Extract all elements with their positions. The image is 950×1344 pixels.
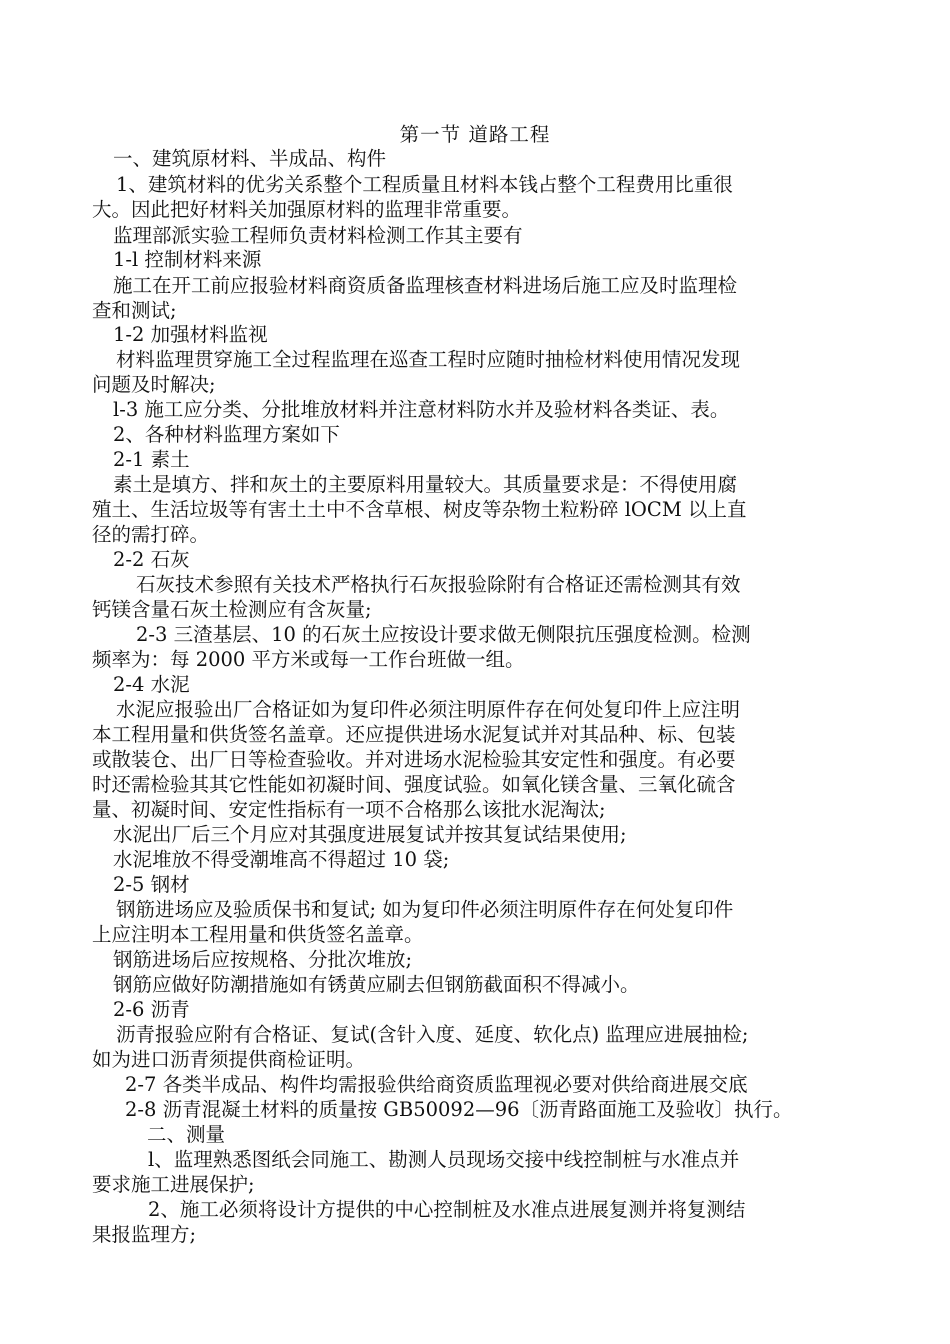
paragraph-line: 问题及时解决;: [92, 373, 216, 396]
paragraph-line: 钙镁含量石灰土检测应有含灰量;: [92, 598, 372, 621]
paragraph-line: 沥青报验应附有合格证、复试(含针入度、延度、软化点) 监理应进展抽检;: [116, 1023, 749, 1046]
paragraph-line: 量、初凝时间、安定性指标有一项不合格那么该批水泥淘汰;: [92, 798, 606, 821]
paragraph-line: 或散装仓、出厂日等检查验收。并对进场水泥检验其安定性和强度。有必要: [92, 748, 736, 771]
paragraph-line: 材料监理贯穿施工全过程监理在巡查工程时应随时抽检材料使用情况发现: [116, 348, 741, 371]
paragraph-line: 1、建筑材料的优劣关系整个工程质量且材料本钱占整个工程费用比重很: [116, 173, 733, 196]
paragraph-line: l、监理熟悉图纸会同施工、勘测人员现场交接中线控制桩与水准点并: [148, 1148, 740, 1171]
subheading: 2-2 石灰: [113, 548, 190, 571]
paragraph-line: 钢筋进场后应按规格、分批次堆放;: [113, 948, 413, 971]
paragraph-line: 查和测试;: [92, 299, 177, 322]
paragraph-line: 2-8 沥青混凝土材料的质量按 GB50092—96〔沥青路面施工及验收〕执行。: [125, 1098, 793, 1121]
subheading: 2-4 水泥: [113, 673, 190, 696]
paragraph-line: 2-3 三渣基层、10 的石灰土应按设计要求做无侧限抗压强度检测。检测: [136, 623, 751, 646]
subheading: 1-l 控制材料来源: [113, 248, 262, 271]
paragraph-line: 殖土、生活垃圾等有害土土中不含草根、树皮等杂物土粒粉碎 lOCM 以上直: [92, 498, 747, 521]
paragraph-line: 2-7 各类半成品、构件均需报验供给商资质监理视必要对供给商进展交底: [125, 1073, 748, 1096]
paragraph-line: 水泥堆放不得受潮堆高不得超过 10 袋;: [113, 848, 450, 871]
heading-materials: 一、建筑原材料、半成品、构件: [113, 147, 387, 170]
paragraph-line: 素土是填方、拌和灰土的主要原料用量较大。其质量要求是：不得使用腐: [113, 473, 738, 496]
paragraph-line: 果报监理方;: [92, 1223, 197, 1246]
section-title: 第一节 道路工程: [399, 123, 551, 146]
paragraph-line: 2、施工必须将设计方提供的中心控制桩及水准点进展复测并将复测结: [148, 1198, 746, 1221]
paragraph-line: 大。因此把好材料关加强原材料的监理非常重要。: [92, 198, 522, 221]
paragraph-line: 施工在开工前应报验材料商资质备监理核查材料进场后施工应及时监理检: [113, 274, 738, 297]
paragraph-line: 石灰技术参照有关技术严格执行石灰报验除附有合格证还需检测其有效: [136, 573, 741, 596]
subheading: 2、各种材料监理方案如下: [113, 423, 340, 446]
paragraph-line: 监理部派实验工程师负责材料检测工作其主要有: [113, 224, 523, 247]
subheading: 1-2 加强材料监视: [113, 323, 268, 346]
paragraph-line: 如为进口沥青须提供商检证明。: [92, 1048, 366, 1071]
paragraph-line: 时还需检验其其它性能如初凝时间、强度试验。如氧化镁含量、三氧化硫含: [92, 773, 736, 796]
subheading: 2-1 素土: [113, 448, 190, 471]
paragraph-line: 上应注明本工程用量和供货签名盖章。: [92, 923, 424, 946]
heading-survey: 二、测量: [147, 1123, 226, 1146]
paragraph-line: 要求施工进展保护;: [92, 1173, 255, 1196]
paragraph-line: 水泥出厂后三个月应对其强度进展复试并按其复试结果使用;: [113, 823, 627, 846]
paragraph-line: 水泥应报验出厂合格证如为复印件必须注明原件存在何处复印件上应注明: [116, 698, 741, 721]
paragraph-line: 径的需打碎。: [92, 523, 210, 546]
subheading: 2-5 钢材: [113, 873, 190, 896]
paragraph-line: 钢筋进场应及验质保书和复试; 如为复印件必须注明原件存在何处复印件: [116, 898, 734, 921]
paragraph-line: 钢筋应做好防潮措施如有锈黄应刷去但钢筋截面积不得减小。: [113, 973, 640, 996]
paragraph-line: l-3 施工应分类、分批堆放材料并注意材料防水并及验材料各类证、表。: [113, 398, 730, 421]
paragraph-line: 本工程用量和供货签名盖章。还应提供进场水泥复试并对其品种、标、包装: [92, 723, 736, 746]
paragraph-line: 频率为：每 2000 平方米或每一工作台班做一组。: [92, 648, 525, 671]
subheading: 2-6 沥青: [113, 998, 190, 1021]
